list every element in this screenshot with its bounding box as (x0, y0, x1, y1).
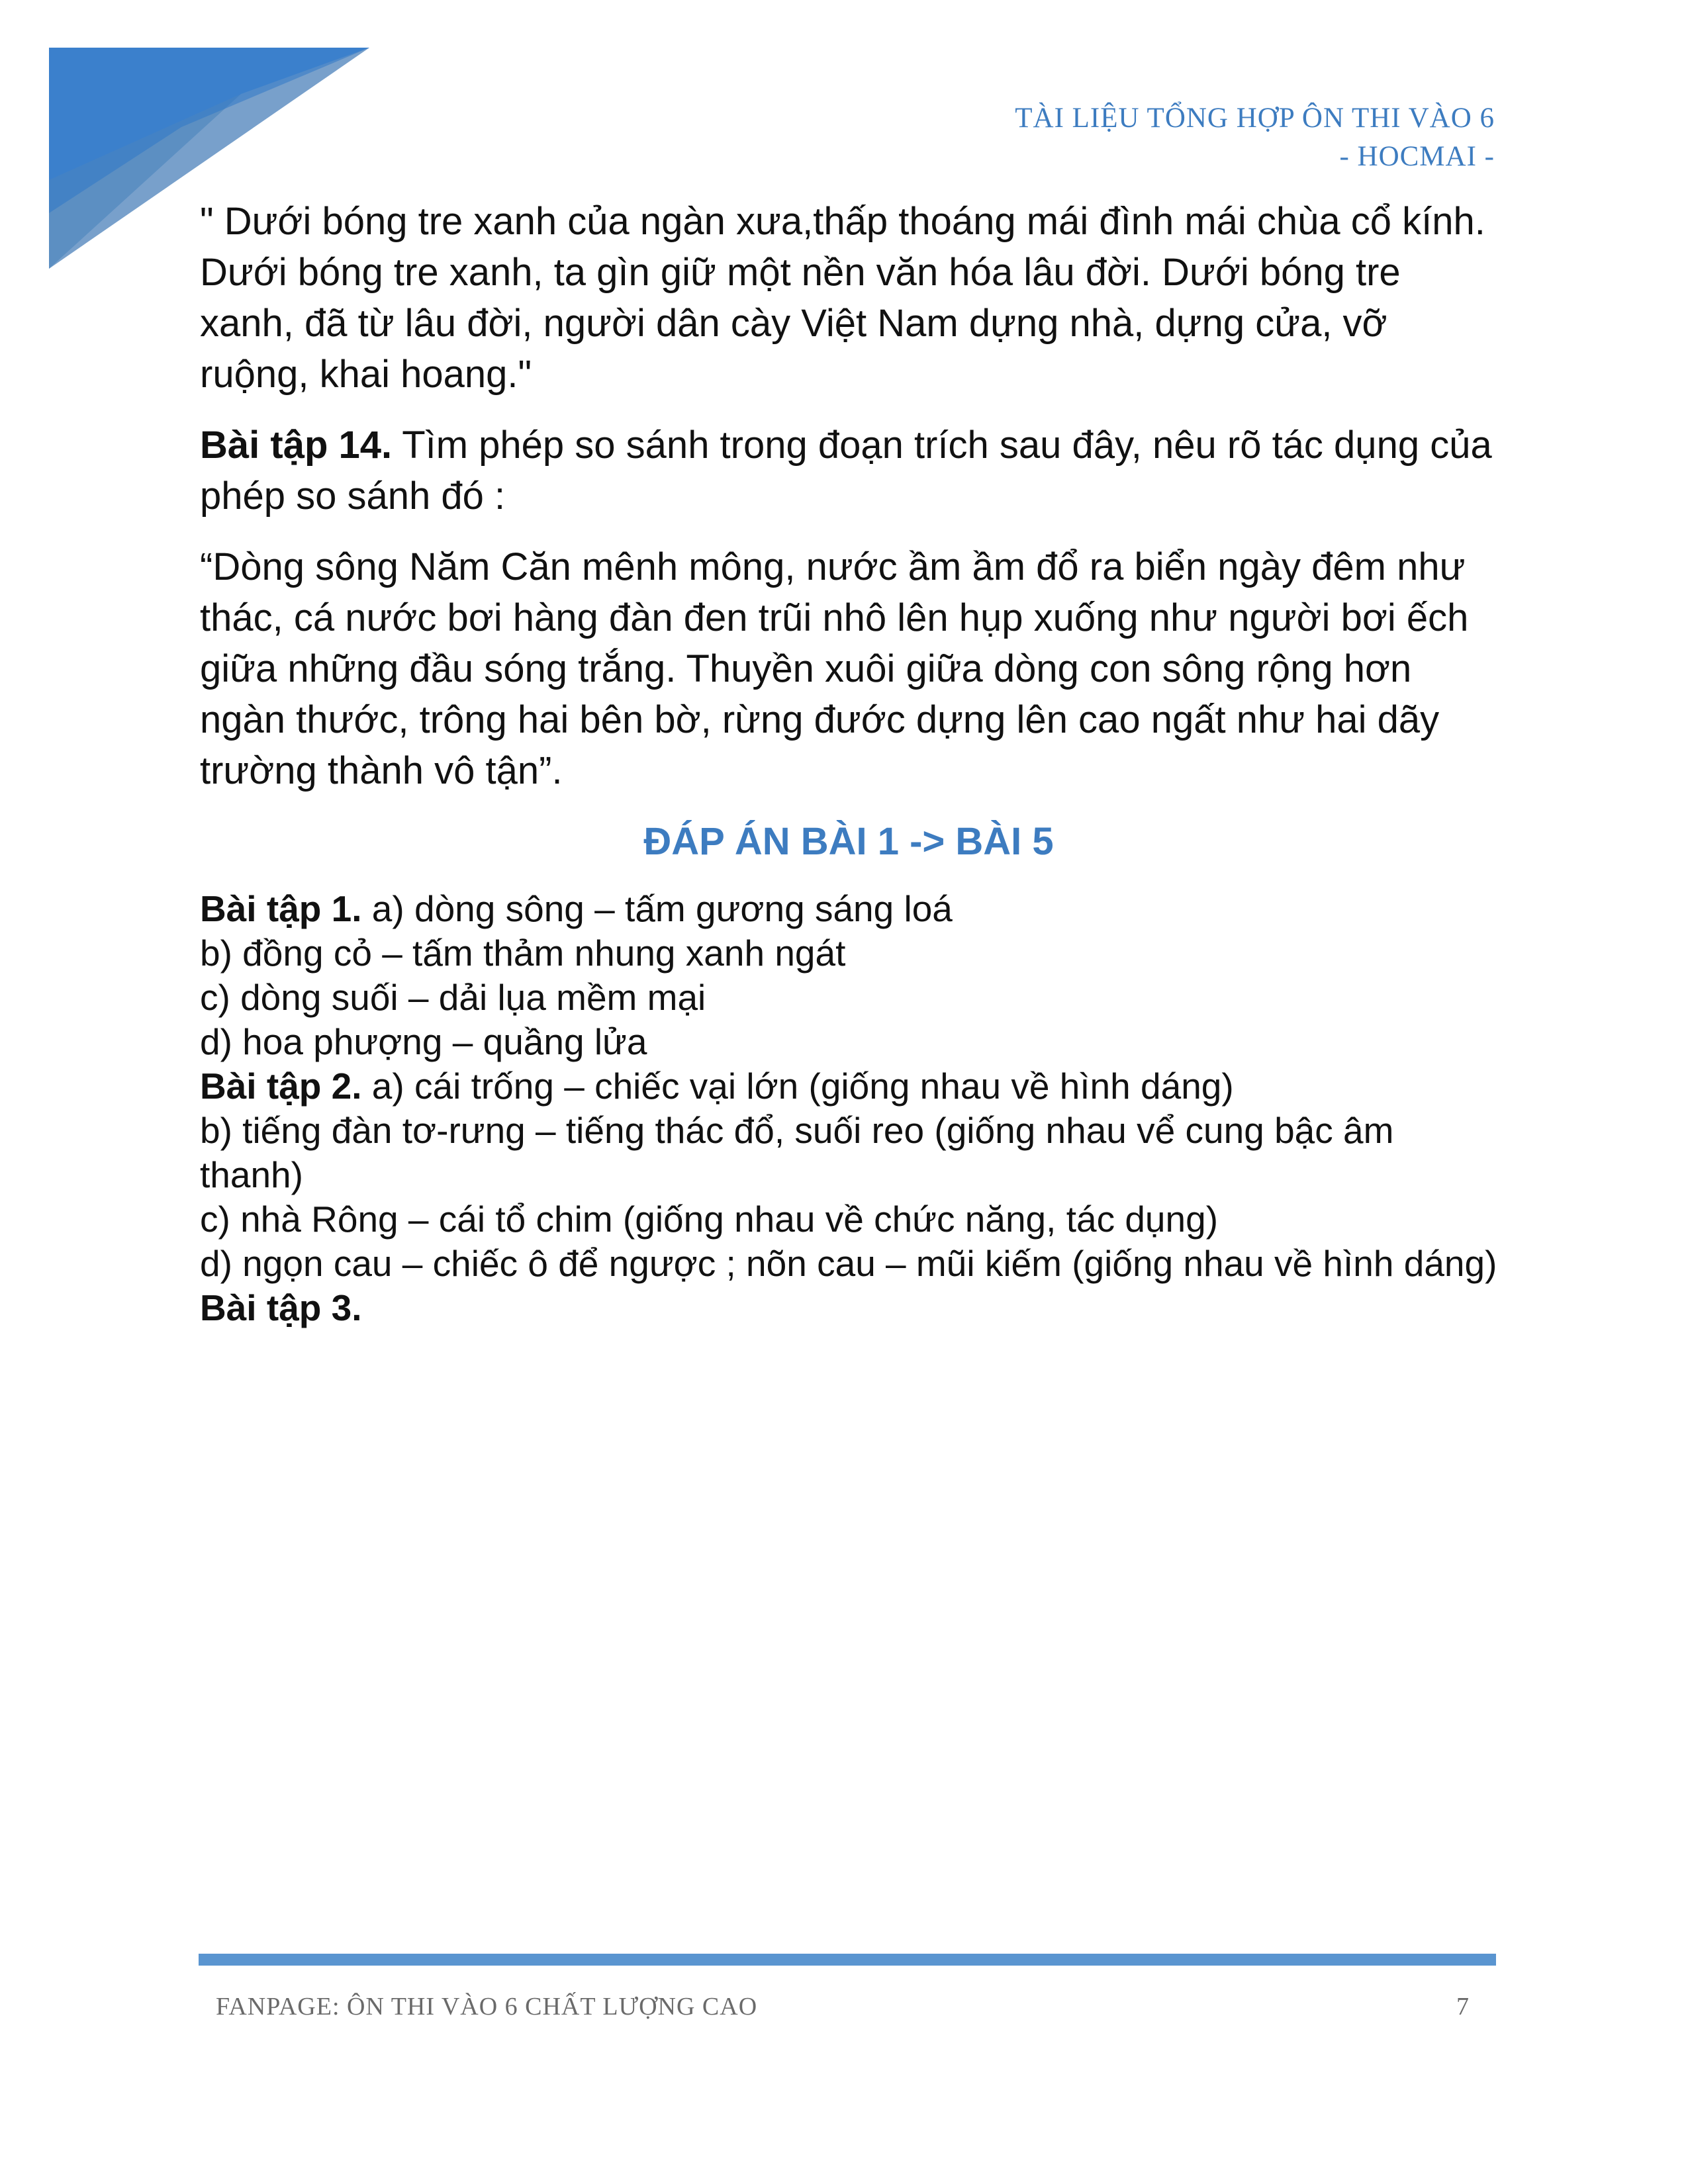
answer-1d: d) hoa phượng – quầng lửa (200, 1021, 647, 1062)
intro-quote: " Dưới bóng tre xanh của ngàn xưa,thấp thoáng mái đình mái chùa cổ kính. Dưới bóng tre xanh, ta gìn giữ một nền văn hóa lâu đời. Dưới bóng tre xanh, đã từ lâu đời, người dân cày Việt Nam dựng nhà, dựng cửa, vỡ ruộng, khai hoang." (200, 200, 1485, 396)
header-title: TÀI LIỆU TỔNG HỢP ÔN THI VÀO 6 (1015, 103, 1495, 134)
header-subtitle: - HOCMAI - (1339, 141, 1495, 172)
answers-list (200, 887, 1497, 1330)
answer-2b: b) tiếng đàn tơ-rưng – tiếng thác đổ, suối reo (giống nhau vể cung bậc âm thanh) (200, 1110, 1394, 1195)
exercise-14-quote: “Dòng sông Năm Căn mênh mông, nước ầm ầm đổ ra biển ngày đêm như thác, cá nước bơi hàng đàn đen trũi nhô lên hụp xuống như người bơi ếch giữa những đầu sóng trắng. Thuyền xuôi giữa dòng con sông rộng hơn ngàn thước, trông hai bên bờ, rừng đước dựng lên cao ngất như hai dãy trường thành vô tận”. (200, 545, 1469, 792)
answer-1b: b) đồng cỏ – tấm thảm nhung xanh ngát (200, 933, 846, 974)
exercise-1-label: Bài tập 1. (200, 888, 362, 929)
answer-2a (200, 1064, 1497, 1109)
answer-2c: c) nhà Rông – cái tổ chim (giống nhau về chức năng, tác dụng) (200, 1199, 1219, 1240)
answer-2a-text: a) cái trống – chiếc vại lớn (giống nhau về hình dáng) (361, 1066, 1234, 1107)
answer-1a-text: a) dòng sông – tấm gương sáng loá (361, 888, 953, 929)
answer-1c: c) dòng suối – dải lụa mềm mại (200, 977, 706, 1018)
exercise-3-label: Bài tập 3. (200, 1287, 362, 1328)
footer-fanpage: FANPAGE: ÔN THI VÀO 6 CHẤT LƯỢNG CAO (216, 1993, 758, 2021)
answer-1a (200, 887, 1497, 931)
footer-divider (199, 1954, 1496, 1966)
page-content (200, 196, 1497, 1330)
exercise-14-label: Bài tập 14. (200, 424, 393, 467)
document-header (1015, 99, 1495, 176)
answer-2d: d) ngọn cau – chiếc ô để ngược ; nõn cau – mũi kiếm (giống nhau về hình dáng) (200, 1243, 1497, 1284)
exercise-14-prompt: Tìm phép so sánh trong đoạn trích sau đây, nêu rõ tác dụng của phép so sánh đó : (200, 424, 1492, 518)
page-number: 7 (1456, 1993, 1469, 2021)
exercise-2-label: Bài tập 2. (200, 1066, 362, 1107)
exercise-14 (200, 420, 1497, 522)
answers-heading: ĐÁP ÁN BÀI 1 -> BÀI 5 (643, 820, 1054, 863)
